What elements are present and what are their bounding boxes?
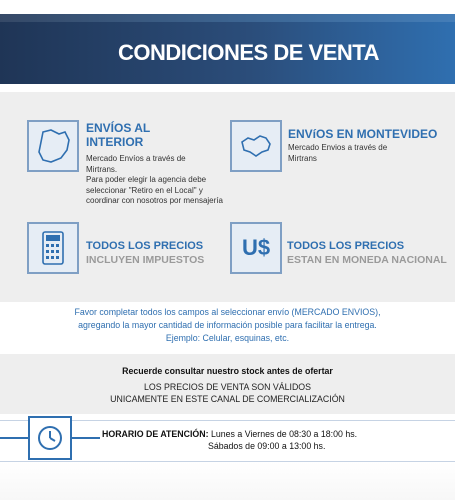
footer-band: [0, 462, 455, 500]
montevideo-text: [288, 143, 387, 164]
interior-text-line: Para poder elegir la agencia debe: [86, 175, 207, 184]
moneda-sub: ESTAN EN MONEDA NACIONAL: [287, 254, 447, 266]
info-line: agregando la mayor cantidad de información posible para facilitar la entrega.: [78, 320, 377, 330]
interior-heading-line2: INTERIOR: [86, 135, 144, 149]
moneda-heading: TODOS LOS PRECIOS: [287, 240, 405, 252]
divider-line: [70, 437, 100, 439]
precios-heading: TODOS LOS PRECIOS: [86, 240, 204, 252]
montevideo-text-line: Mirtrans: [288, 153, 317, 163]
calculator-icon: [27, 222, 79, 274]
prices-notice-line: UNICAMENTE EN ESTE CANAL DE COMERCIALIZACIÓN: [110, 394, 345, 404]
uruguay-map-icon: [27, 120, 79, 172]
interior-text-line: coordinar con nosotros por mensajería: [86, 196, 223, 205]
montevideo-heading: ENVíOS EN MONTEVIDEO: [288, 127, 438, 141]
interior-text-line: Mercado Envíos a través de: [86, 154, 186, 163]
currency-icon-text: U$: [241, 235, 271, 260]
info-line: Ejemplo: Celular, esquinas, etc.: [165, 333, 290, 343]
interior-text-line: seleccionar "Retiro en el Local" y: [86, 185, 203, 195]
montevideo-text-line: Mercado Envios a través de: [288, 143, 388, 152]
clock-icon: [28, 416, 72, 460]
info-line: Favor completar todos los campos al seleccionar envío (MERCADO ENVIOS),: [74, 307, 381, 317]
interior-heading-line1: ENVÍOS AL: [86, 121, 151, 135]
precios-sub: INCLUYEN IMPUESTOS: [86, 254, 205, 266]
interior-text-line: Mirtrans.: [86, 164, 118, 174]
hours-weekdays: Lunes a Viernes de 08:30 a 18:00 hs.: [208, 429, 358, 439]
currency-icon: [230, 222, 282, 274]
hours-label: HORARIO DE ATENCIÓN:: [102, 429, 209, 439]
shipping-info: [36, 306, 419, 345]
interior-text: [86, 154, 223, 207]
prices-notice-line: LOS PRECIOS DE VENTA SON VÁLIDOS: [143, 382, 312, 392]
hours-saturday: Sábados de 09:00 a 13:00 hs.: [208, 441, 326, 451]
interior-heading: [86, 121, 150, 149]
stock-notice: Recuerde consultar nuestro stock antes de ofertar: [122, 366, 333, 376]
prices-notice: [0, 381, 455, 405]
page-title: CONDICIONES DE VENTA: [118, 40, 379, 65]
business-hours: [102, 428, 357, 452]
montevideo-map-icon: [230, 120, 282, 172]
divider-line: [0, 437, 30, 439]
